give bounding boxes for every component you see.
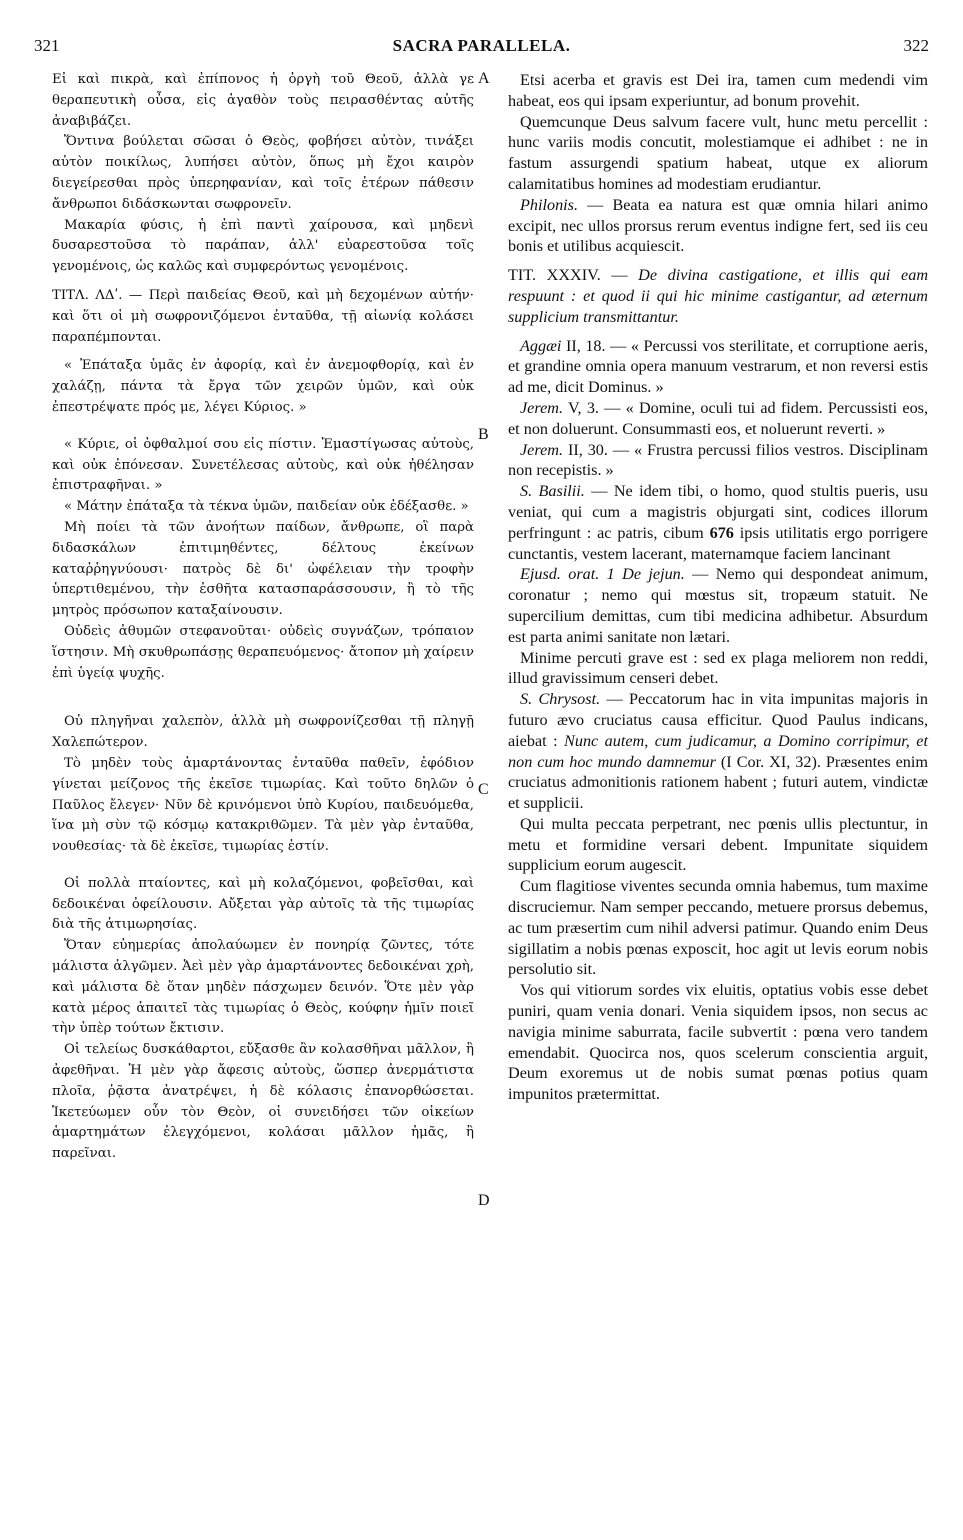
page-number-right: 322 bbox=[903, 36, 929, 55]
margin-marker-a: A bbox=[478, 70, 490, 87]
latin-text: — Beata ea natura est quæ omnia hilari animo excipit, nec ullos prorsus rerum eventus indigne fert, sed iis ceu bonis et utilibus acquiescit. bbox=[508, 195, 928, 256]
latin-text: (I Cor. XI, 32). Præsentes enim cruciatus admonitionis rationem habent ; futuri autem, vindictæ et supplicii. bbox=[508, 752, 928, 813]
latin-text: ipsis utilitatis ergo porrigere cunctantis, vestem lacerant, maternamque faciem lancinant bbox=[508, 523, 928, 563]
source-ref: II, 18. bbox=[561, 336, 606, 355]
source-label: Jerem. bbox=[520, 440, 563, 459]
latin-text: — Ne idem tibi, o homo, quod stultis pueris, usu veniat, qui cum a magistris objurgati sint, codices illorum perfringunt : ac patris, cibum bbox=[508, 482, 928, 542]
latin-text: — « Percussi vos sterilitate, et corruptione aeris, et grandine omnia opera manuum vestrarum, et non reversi estis ad me, dicit Dominus. » bbox=[508, 336, 929, 397]
greek-paragraph: Εἰ καὶ πικρὰ, καὶ ἐπίπονος ἡ ὀργὴ τοῦ Θεοῦ, ἀλλὰ γε θεραπευτικὴ οὖσα, εἰς ἀγαθὸν τοὺς πειρασθέντας αὐτῆς ἀναβιβάζει. bbox=[52, 72, 474, 129]
latin-paragraph: Cum flagitiose viventes secunda omnia habemus, tum maxime discruciemur. Nam semper peccando, metuere prorsus debemus, ac tum præsertim cum nihil adversi patimur. Quando enim Deus sigillatim a nobis pœnas exposcit, hoc agit ut levis eorum nobis persolutio sit. bbox=[508, 877, 928, 979]
greek-paragraph: Ὅντινα βούλεται σῶσαι ὁ Θεὸς, φοβήσει αὐτὸν, τινάξει αὐτὸν ποικίλως, λυπήσει αὐτὸν, ὅπως μὴ ἔχοι καιρὸν διεγείρεσθαι πρὸς ὑπερηφανίαν, καὶ τοῖς ἑτέρων πάθεσιν ἄνθρωποι διδάσκωνται σωφρονεῖν. bbox=[52, 134, 474, 212]
scripture-quote: Nunc autem, cum judicamur, a Domino corripimur, et non cum hoc mundo damnemur bbox=[508, 731, 928, 771]
latin-paragraph: Quemcunque Deus salvum facere vult, hunc metu percellit : hunc variis modis concutit, molestiamque ei adhibet : ne in fastum assurgendi spatium habeat, utque ex aliorum calamitatibus homines ad modestiam erudiantur. bbox=[508, 112, 928, 193]
latin-text: — « Frustra percussi filios vestros. Disciplinam non recepistis. » bbox=[508, 440, 928, 480]
greek-title: ΤΙΤΛ. ΛΔʹ. — Περὶ παιδείας Θεοῦ, καὶ μὴ δεχομένων αὐτήν· καὶ ὅτι οἱ μὴ σωφρονιζόμενοι ἐνταῦθα, τῇ αἰωνίᾳ κολάσει παραπέμπονται. bbox=[52, 287, 474, 345]
greek-paragraph: Μὴ ποίει τὰ τῶν ἀνοήτων παίδων, ἄνθρωπε, οἳ παρὰ διδασκάλων ἐπιτιμηθέντες, δέλτους ἐκείνων καταῤῥηγνύουσι· πατρὸς δὲ δι' ὠφέλειαν τὴν τροφὴν ὑπερτιθεμένου, τὴν ἐσθῆτα κατασπαράσσουσιν, ἢ τὸ τῆς μητρὸς πρόσωπον καταξαίνουσιν. bbox=[52, 519, 474, 619]
latin-title bbox=[508, 265, 928, 327]
latin-paragraph bbox=[508, 564, 928, 647]
latin-paragraph bbox=[508, 689, 928, 814]
source-label: Jerem. bbox=[520, 398, 563, 417]
greek-paragraph: « Μάτην ἐπάταξα τὰ τέκνα ὑμῶν, παιδείαν οὐκ ἐδέξασθε. » bbox=[64, 499, 469, 515]
running-title: SACRA PARALLELA. bbox=[392, 36, 571, 55]
source-label: Philonis. bbox=[520, 195, 579, 214]
greek-paragraph: Οἱ τελείως δυσκάθαρτοι, εὔξασθε ἂν κολασθῆναι μᾶλλον, ἢ ἀφεθῆναι. Ἡ μὲν γὰρ ἄφεσις αὐτοὺς, ὥσπερ ἀνερμάτιστα πλοῖα, ῥᾷστα ἀνατρέψει, ἡ δὲ κόλασις ἐπανορθώσεται. Ἱκετεύωμεν οὖν τὸν Θεὸν, οἱ συνειδήσει τῶν οἰκείων ἁμαρτημάτων ἐλεγχόμενοι, κολάσαι μᾶλλον ἡμᾶς, ἢ παρεῖναι. bbox=[52, 1042, 474, 1162]
latin-paragraph bbox=[508, 481, 928, 564]
page-header bbox=[34, 36, 929, 58]
latin-paragraph bbox=[508, 336, 928, 398]
page-number-left: 321 bbox=[34, 36, 60, 55]
latin-text: — Nemo qui despondeat animum, coronatur ; nemo qui mœstus sit, tropæum statuit. Ne supercilium demittas, cum tibi medicina adhibetur. Absurdum est parta animi sanitate non lætari. bbox=[508, 565, 928, 646]
latin-paragraph: Qui multa peccata perpetrant, nec pœnis ullis plectuntur, in metu et formidine versari debent. Impunitate siquidem supplicium eorum augescit. bbox=[508, 814, 928, 875]
title-label: TIT. XXXIV. — bbox=[508, 266, 639, 285]
latin-paragraph bbox=[508, 440, 928, 482]
margin-marker-b: B bbox=[478, 426, 489, 443]
margin-marker-d: D bbox=[478, 1192, 490, 1209]
source-ref: V, 3. bbox=[563, 398, 599, 417]
latin-text: — Peccatorum hac in vita impunitas majoris in futuro ævo cruciatus causa efficitur. Quod Paulus indicans, aiebat : bbox=[508, 690, 928, 750]
source-label: S. Basilii. bbox=[520, 482, 585, 501]
greek-paragraph: « Ἐπάταξα ὑμᾶς ἐν ἀφορίᾳ, καὶ ἐν ἀνεμοφθορίᾳ, καὶ ἐν χαλάζῃ, πάντα τὰ ἔργα τῶν χειρῶν ὑμῶν, καὶ οὐκ ἐπεστρέψατε πρός με, λέγει Κύριος. » bbox=[52, 358, 474, 415]
source-label: S. Chrysost. bbox=[520, 690, 601, 709]
greek-paragraph: Οἱ πολλὰ πταίοντες, καὶ μὴ κολαζόμενοι, φοβεῖσθαι, καὶ δεδοικέναι ὀφείλουσιν. Αὔξεται γὰρ αὐτοῖς τὰ τῆς τιμωρίας διὰ τῆς ἀτιμωρησίας. bbox=[52, 875, 474, 933]
latin-text: — « Domine, oculi tui ad fidem. Percussisti eos, et non doluerunt. Consummasti eos, et noluerunt reverti. » bbox=[508, 398, 929, 438]
greek-paragraph: Μακαρία φύσις, ἡ ἐπὶ παντὶ χαίρουσα, καὶ μηδενὶ δυσαρεστοῦσα τὸ παράπαν, ἀλλ' εὐαρεστοῦσα τοῖς γενομένοις, ὡς καλῶς καὶ συμφερόντως γενομένοις. bbox=[52, 217, 474, 275]
latin-paragraph: Minime percuti grave est : sed ex plaga meliorem non reddi, illud gravissimum censeri debet. bbox=[508, 648, 928, 688]
title-text: De divina castigatione, et illis qui eam respuunt : et quod ii qui hic minime castigantur, ad æternum supplicium transmittantur. bbox=[508, 266, 929, 326]
source-ref: II, 30. bbox=[563, 440, 608, 459]
column-number: 676 bbox=[709, 523, 734, 542]
latin-column bbox=[508, 70, 928, 1105]
latin-paragraph bbox=[508, 195, 928, 257]
latin-paragraph bbox=[508, 398, 928, 440]
greek-paragraph: Οὐδεὶς ἀθυμῶν στεφανοῦται· οὐδεὶς συγνάζων, τρόπαιον ἵστησιν. Μὴ σκυθρωπάσῃς θεραπευόμενος· ἄτοπον μὴ χαίρειν ἐπὶ ὑγείᾳ ψυχῆς. bbox=[52, 623, 474, 681]
latin-paragraph: Vos qui vitiorum sordes vix eluitis, optatius vobis esse debet puniri, quam venia donari. Venia siquidem ipsos, non secus ac navigia minime saburrata, facile subvertit : pœna vero tandem emendabit. Quocirca nos, quos scelerum conscientia arguit, Deum exoremus ut de nobis sumat pœnas potius quam impunitos prætermittat. bbox=[508, 981, 928, 1104]
margin-marker-c: C bbox=[478, 781, 489, 798]
source-label: Ejusd. orat. 1 De jejun. bbox=[520, 565, 685, 584]
greek-column bbox=[52, 70, 474, 1165]
source-label: Aggæi bbox=[520, 336, 562, 355]
greek-paragraph: Ὅταν εὐημερίας ἀπολαύωμεν ἐν πονηρίᾳ ζῶντες, τότε μάλιστα ἀλγῶμεν. Ἀεὶ μὲν γὰρ ἁμαρτάνοντες δεδοικέναι χρὴ, καὶ μάλιστα δὲ ὅταν μηδὲν πάσχωμεν δεινόν. Ὅτε μὲν γὰρ κατὰ μέρος ἀπαιτεῖ τὰς τιμωρίας ὁ Θεὸς, κούφην ἡμῖν ποιεῖ τὴν ὑπὲρ τούτων ἔκτισιν. bbox=[52, 938, 474, 1037]
greek-paragraph: Τὸ μηδὲν τοὺς ἁμαρτάνοντας ἐνταῦθα παθεῖν, ἐφόδιον γίνεται μείζονος τῆς ἐκεῖσε τιμωρίας. Καὶ τοῦτο δηλῶν ὁ Παῦλος ἔλεγεν· Νῦν δὲ κρινόμενοι ὑπὸ Κυρίου, παιδευόμεθα, ἵνα μὴ σὺν τῷ κόσμῳ κατακριθῶμεν. Τὰ μὲν γὰρ ἐνταῦθα, νουθεσίας· τὰ δὲ ἐκεῖσε, τιμωρίας ἐστίν. bbox=[52, 755, 474, 855]
greek-paragraph: « Κύριε, οἱ ὀφθαλμοί σου εἰς πίστιν. Ἐμαστίγωσας αὐτοὺς, καὶ οὐκ ἐπόνεσαν. Συνετέλεσας αὐτοὺς, καὶ οὐκ ἠθέλησαν ἐπιστραφῆναι. » bbox=[52, 436, 474, 494]
greek-paragraph: Οὐ πληγῆναι χαλεπὸν, ἀλλὰ μὴ σωφρονίζεσθαι τῇ πληγῇ Χαλεπώτερον. bbox=[52, 714, 474, 751]
latin-paragraph: Etsi acerba et gravis est Dei ira, tamen cum medendi vim habeat, eos qui ipsam experiuntur, ad bonum provehit. bbox=[508, 71, 928, 110]
